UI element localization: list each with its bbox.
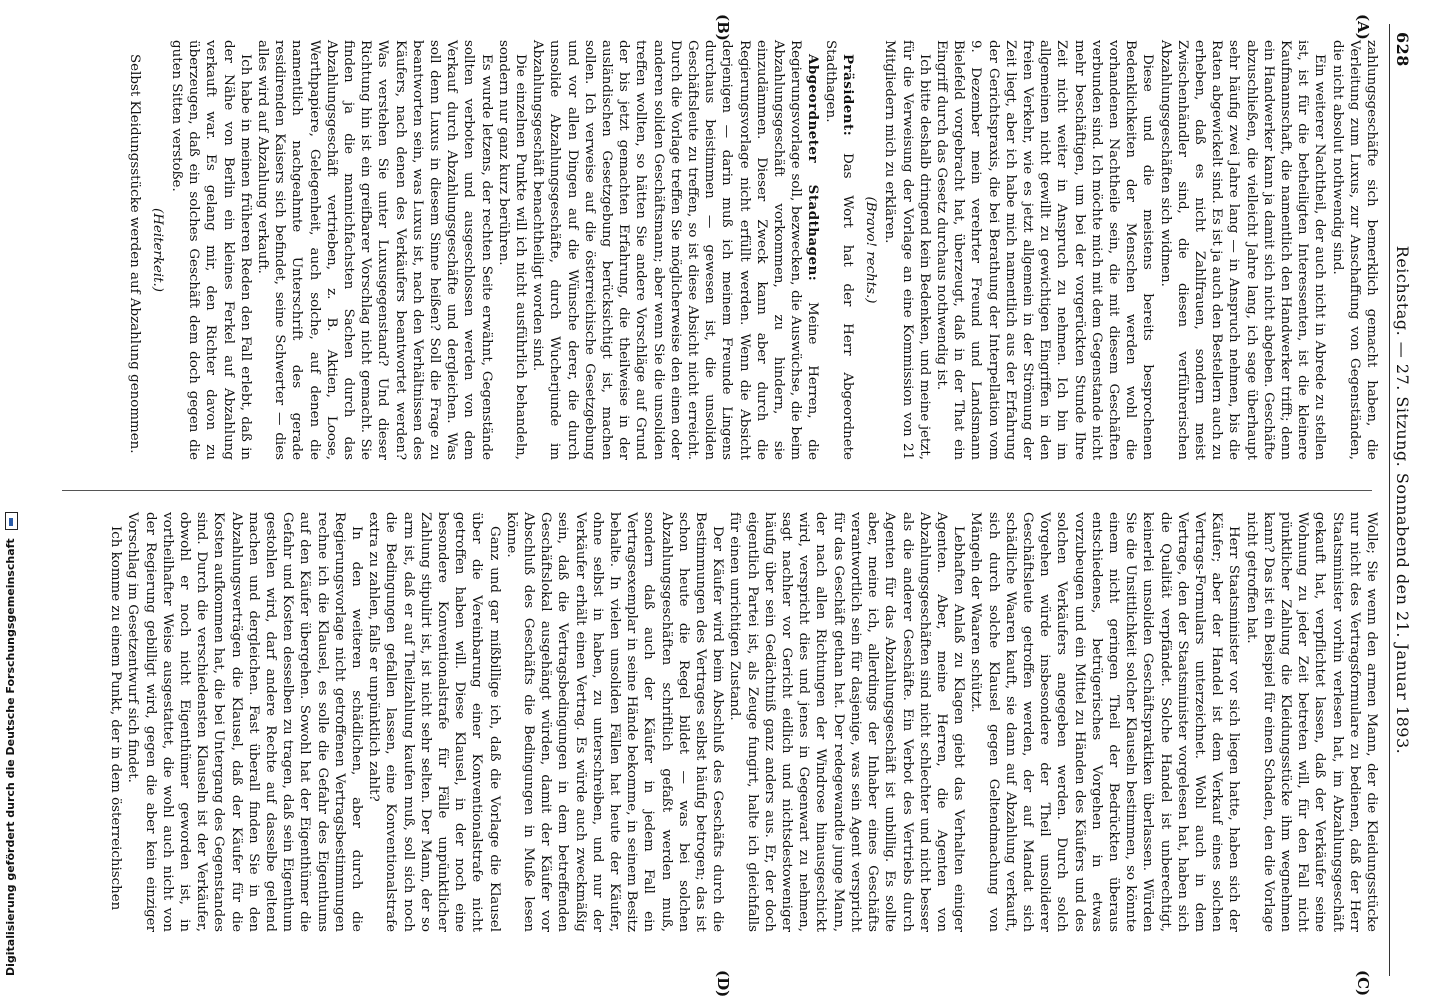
paragraph: In den weiteren schädlichen, aber durch die Regierungsvorlage nicht getroffenen Vertragsbestimmungen rechne ich die Klausel, es solle die Gefahr des Eigenthums auf den Käufer übergehen. Sowohl hat der Eigenthümer die Gefahr und Kosten desselben zu tragen, daß sein Eigenthum gestohlen wird, darf andere Rechte auf dasselbe geltend machen und dergleichen. Fast überall finden Sie in den Abzahlungsverträgen die Klausel, daß der Käufer für die Kosten aufkommen hat, die bei Untergang des Gegenstandes sind. Durch die verschiedensten Klauseln ist der Verkäufer, obwohl er noch nicht Eigenthümer geworden ist, in vortheilhafter Weise ausgestattet, die wohl auch nicht von der Regierung gebilligt wird, gegen die aber kein einziger Vorschlag im Gesetzentwurf sich findet. [125, 512, 365, 932]
paragraph: Es wurde letzens, der rechten Seite erwähnt, Gegenstände sollten verboten und ausgeschlossen werden von dem Verkauf durch Abzahlungsgeschäfte und dergleichen. Was soll denn Luxus in diesem Sinne heißen? Soll die Frage zu beantworten sein, was Luxus ist, nach den Verhältnissen des Käufers, nach denen des Verkäufers beantwortet werden? Was verstehen Sie unter Luxusgegenstand? Und dieser Richtung hin ist ein greifbarer Vorschlag nicht gemacht. Sie finden ja die mannichfachsten Sachen durch das Abzahlungsgeschäft vertrieben, z. B. Aktien, Loose, Werthpapiere, Gelegenheit, auch solche, auf denen die namentlich nachgeahmte Unterschrift des gerade residirenden Kaisers sich befindet, seine Schwerter — dies alles wird auf Abzahlung verkauft. [255, 40, 494, 460]
page-title: Reichstag. — 27. Sitzung. Sonnabend den 21. Januar 1893. [1393, 245, 1412, 755]
applause-note: (Bravo! rechts.) [863, 196, 879, 304]
laughter-note: (Heiterkeit.) [149, 208, 165, 292]
president-text: Das Wort hat der Herr Abgeordnete Stadthagen. [822, 40, 855, 460]
paragraph: Ich komme zu einem Punkt, der in dem österreichischen [108, 526, 124, 911]
paragraph: zahlungsgeschäfte sich bemerklich gemacht haben, die Verleitung zum Luxus, zur Anschaffung von Gegenständen, die nicht absolut nothwendig sind. [1329, 40, 1379, 460]
footer-note [4, 0, 22, 976]
president-paragraph [822, 40, 856, 460]
page-number: 628 [1393, 32, 1412, 67]
margin-letter-b: (B) [714, 14, 732, 41]
column-divider [62, 490, 1372, 491]
paragraph: Selbst Kleidungsstücke werden auf Abzahlung genommen. [126, 54, 142, 454]
paragraph: Ganz und gar mißbillige ich, daß die Vorlage die Klausel über die Vereinbarung einer Konventionalstrafe nicht getroffen haben will. Diese Klausel, in der noch eine besondere Konventionalstrafe für Fälle unpünktlicher Zahlung stipulirt ist, ist nicht sehr selten. Der Mann, der so arm ist, daß er auf Theilzahlung kaufen muß, soll sich noch die Bedingungen gefallen lassen, eine Konventionalstrafe extra zu zahlen, falls er unpünktlich zahlt? [366, 512, 502, 932]
speaker-president: Präsident: [839, 54, 856, 137]
speech-text: Meine Herren, die Regierungsvorlage soll, bezwecken, die Auswüchse, die beim Abzahlungsgeschäft vorkommen, zu hindern, sie einzudämmen. Dieser Zweck kann aber durch die Regierungsvorlage nicht erfüllt werden. Wenn die Absicht derjenigen — darin muß ich meinem Freunde Lingens durchaus beistimmen — gewesen ist, die unsoliden Geschäftsleute zu treffen, so ist diese Absicht nicht erreicht. Durch die Vorlage treffen Sie möglicherweise den einen oder anderen soliden Geschäftsmann; aber wenn Sie die unsoliden treffen wollten, so hätten Sie andere Vorschläge auf Grund der bis jetzt gemachten Erfahrung, die theilweise in der ausländischen Gesetzgebung berücksichtigt ist, machen sollen. Ich verweise auf die österreichische Gesetzgebung und vor allen Dingen auf die Wünsche derer, die durch unsolide Abzahlungsgeschäfte, durch Wucherjunde im Abzahlungsgeschäft benachtheiligt worden sind. [530, 40, 821, 461]
header-rule [1389, 24, 1390, 976]
footer-text: Digitalisierung gefördert durch die Deutsche Forschungsgemeinschaft [4, 538, 17, 976]
right-column [60, 512, 1380, 932]
page-header [1388, 24, 1418, 976]
margin-letter-a: (A) [1354, 14, 1372, 40]
paragraph: Herr Staatsminister vor sich liegen hatte, haben sich der Käufer; aber der Handel ist dem Verkauf eines solchen Vertrags-Formulars unterzeichnet. Wohl auch in dem Vertrage, den der Staatsminister vorgelesen hat, haben sich die Qualität verpfändet. Solche Handel ist unberechtigt, keinerlei unsoliden Geschäftspraktiken überlassen. Würden Sie die Unsittlichkeit solcher Klauseln bestimmen, so könnte einem nicht geringen Theil der Bedrückten überaus entschiedenes, betrügerisches Vorgehen in etwas vorzubeugen und ein Mittel zu Händen des Käufers und des solchen Verkäufers angegeben werden. Durch solch Vorgehen würde insbesondere der Theil unsoliderer Geschäftsleute getroffen werden, der auf Mandat sich schädliche Waaren kauft, sie dann auf Abzahlung verkauft, sich durch solche Klausel gegen Geltendmachung von Mängeln der Waaren schützt. [968, 512, 1242, 932]
dfg-logo-icon [5, 512, 18, 530]
stadthagen-paragraph [529, 40, 821, 460]
paragraph: Ich bitte deshalb dringend kein Bedenken, und meine jetzt, für die Verweisung der Vorlage an eine Kommission von 21 Mitgliedern mich zu erklären. [882, 40, 932, 460]
paragraph: Ein weiterer Nachtheil, der auch nicht in Abrede zu stellen ist, ist für die betheiligten Interessenten, ist die kleinere Kaufmannschaft, die namentlich den Handwerker trifft; denn ein Handwerker kann ja damit sich nicht abgeben. Geschäfte abzuschließen, die vielleicht Jahre lang, ich sage überhaupt sehr häufig zwei Jahre lang — in Anspruch nehmen, bis die Raten abgewickelt sind. Es ist ja auch den Bestellern auch zu erheben, daß es nicht Zahlfrauen, sondern meist Zwischenhändler sind, die diesen verführerischen Abzahlungsgeschäften sich widmen. [1157, 40, 1328, 460]
paragraph: Die einzelnen Punkte will ich nicht ausführlich behandeln, sondern nur ganz kurz berühren. [495, 40, 529, 460]
margin-letter-d: (D) [714, 970, 732, 998]
left-column [60, 40, 1380, 460]
paragraph: Wolle; Sie wenn den armen Mann, der die Kleidungsstücke nur nicht des Vertragsformulare zu bedienen, daß der Herr Staatsminister vorhin verlesen hat, im Abzahlungsgeschäft gekauft hat, verpflichtet lassen, daß der Verkäufer seine Wohnung zu jeder Zeit betreten will, für den Fall nicht pünktlicher Zahlung die Kleidungsstücke ihm wegnehmen kann? Das ist ein Beispiel für einen Schaden, den die Vorlage nicht getroffen hat. [1243, 512, 1379, 932]
paragraph: Diese und die meistens bereits besprochenen Bedenklichkeiten der Menschen werden wohl die vorhandenen Nachtheile sein, die mit diesem Geschäften verbunden sind. Ich möchte mich mit dem Gegenstande nicht mehr beschäftigen, um bei der vorgerückten Stunde Ihre Zeit nicht weiter in Anspruch zu nehmen. Ich bin im allgemeinen nicht gewillt zu gewichtigen Eingriffen in den freien Verkehr, wie es jetzt allgemein in der Strömung der Zeit liegt, aber ich habe mich namentlich aus der Erfahrung der Gerichtspraxis, die bei Berathung der Interpellation vom 9. Dezember mein verehrter Freund und Landsmann Bielefeld vorgebracht hat, überzeugt, daß in der That ein Eingriff durch das Gesetz durchaus nothwendig ist. [933, 40, 1156, 460]
margin-letter-c: (C) [1354, 970, 1372, 997]
paragraph: Lebhaften Anlaß zu Klagen giebt das Verhalten einiger Agenten. Aber, meine Herren, die Agenten von Abzahlungsgeschäften sind nicht schlechter und nicht besser als die anderer Geschäfte. Ein Verbot des Vertriebs durch Agenten für das Abzahlungsgeschäft ist unbillig. Es sollte aber, meine ich, allerdings der Inhaber eines Geschäfts verantwortlich sein für dasjenige, was sein Agent verspricht für das Geschäft gethan hat. Der redegewandte junge Mann, der nach allen Richtungen der Windrose hinausgeschickt wird, verspricht dies und jenes in Gegenwart zu nehmen, sagt nachher vor Gericht eidlich und nichtsdestoweniger häufig über sein Gedächtniß ganz anders aus. Er, der doch eigentlich Partei ist, als Zeuge fungirt, halte ich gleichfalls für einen unrichtigen Zustand. [727, 512, 967, 932]
paragraph: Der Käufer wird beim Abschluß des Geschäfts durch die Bestimmungen des Vertrages selbst häufig betrogen; das ist schon heute die Regel bildet — was bei solchen Abzahlungsgeschäften schriftlich gefaßt werden muß, sondern daß auch der Käufer in jedem Fall ein Vertragsexemplar in seine Hände bekomme, in seinem Besitz behalte. In vielen unsoliden Fällen hat heute der Käufer, ohne selbst in haben, zu unterschreiben, und nur der Verkäufer erhält einen Vertrag. Es würde auch zweckmäßig sein, daß die Vertragsbedingungen in dem betreffenden Geschäftslokal ausgehängt würden, damit der Käufer vor Abschluß des Geschäfts die Bedingungen in Muße lesen könne. [503, 512, 726, 932]
speaker-stadthagen: Abgeordneter Stadthagen: [805, 54, 822, 282]
paragraph: Ich habe in meinen früheren Reden den Fall erlebt, daß in der Nähe von Berlin ein kleines Ferkel auf Abzahlung verkauft war. Es gelang mir, den Richter davon zu überzeugen, daß ein solches Geschäft dem doch gegen die guten Sitten verstoße. [168, 40, 253, 460]
